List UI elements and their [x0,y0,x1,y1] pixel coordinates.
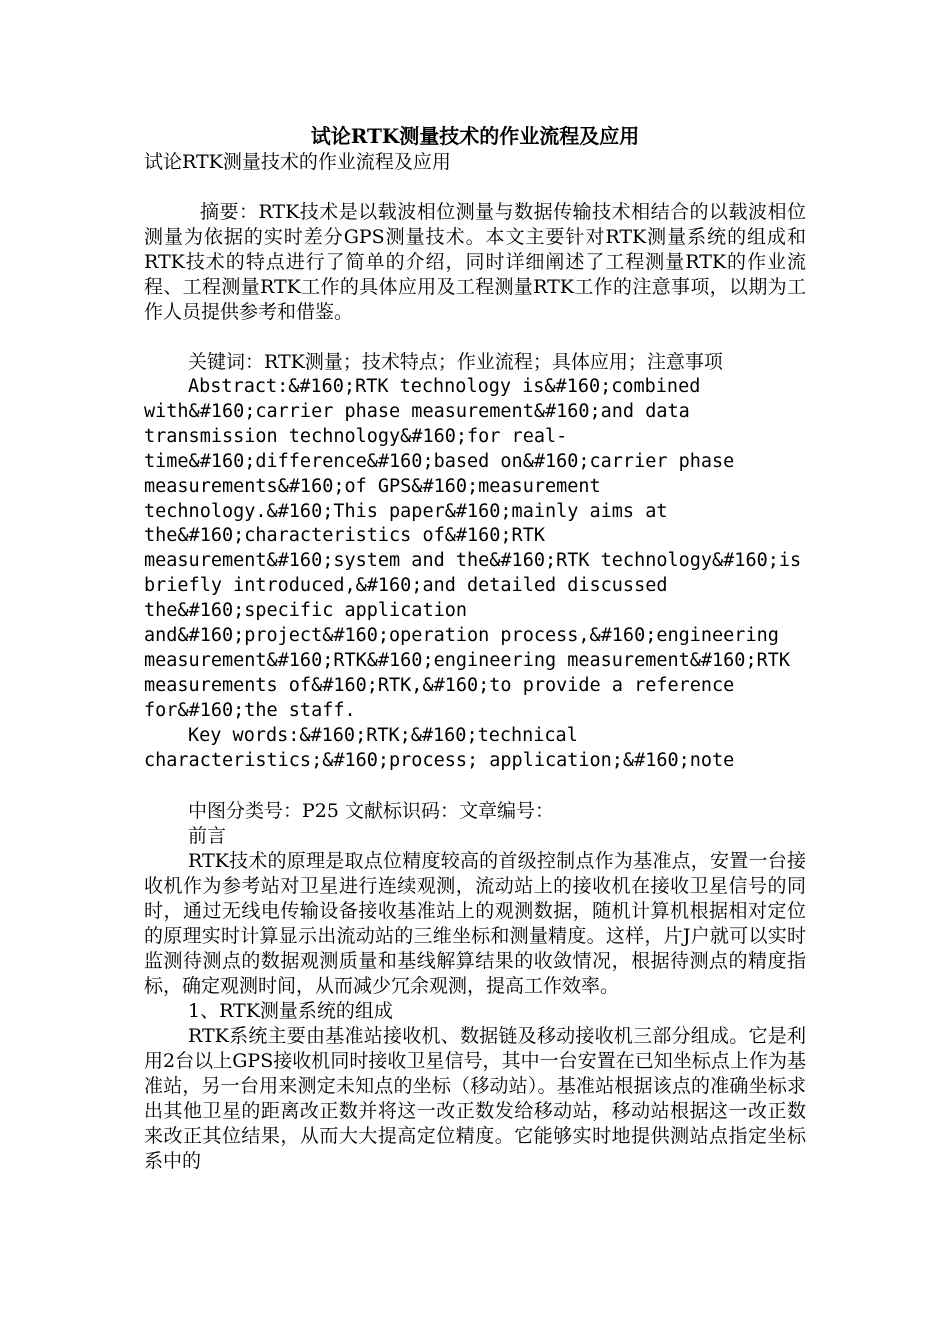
document-subtitle: 试论RTK测量技术的作业流程及应用 [144,151,451,173]
abstract-chinese: 摘要：RTK技术是以载波相位测量与数据传输技术相结合的以载波相位测量为依据的实时差分GPS测量技术。本文主要针对RTK测量系统的组成和RTK技术的特点进行了简单的介绍，同时详细阐述了工程测量RTK的作业流程、工程测量RTK工作的具体应用及工程测量RTK工作的注意事项，以期为工作人员提供参考和借鉴。 [144,201,806,323]
abstract-english-line: the&#160;specific application [144,600,468,622]
abstract-english-line: for&#160;the staff. [144,699,356,721]
abstract-english-line: measurements of&#160;RTK,&#160;to provide a reference [144,674,735,696]
document-body [144,150,806,1174]
keywords-english-line: Key words:&#160;RTK;&#160;technical [188,724,578,746]
keywords-english-line: characteristics;&#160;process; application;&#160;note [144,749,735,771]
abstract-english-line: with&#160;carrier phase measurement&#160;and data [144,400,690,422]
abstract-english-line: measurement&#160;system and the&#160;RTK technology&#160;is [144,550,802,572]
abstract-english-line: transmission technology&#160;for real- [144,425,568,447]
abstract-english-line: Abstract:&#160;RTK technology is&#160;combined [188,376,701,397]
abstract-english-line: technology.&#160;This paper&#160;mainly aims at [144,500,668,522]
preface-heading: 前言 [188,824,227,847]
preface-paragraph: RTK技术的原理是取点位精度较高的首级控制点作为基准点，安置一台接收机作为参考站对卫星进行连续观测，流动站上的接收机在接收卫星信号的同时，通过无线电传输设备接收基准站上的观测数据，随机计算机根据相对定位的原理实时计算显示出流动站的三维坐标和测量精度。这样，片J户就可以实时监测待测点的数据观测质量和基线解算结果的收敛情况，根据待测点的精度指标，确定观测时间，从而减少冗余观测，提高工作效率。 [144,849,806,997]
abstract-english-line: and&#160;project&#160;operation process,&#160;engineering [144,625,779,647]
classification-line: 中图分类号：P25 文献标识码：文章编号： [188,799,555,822]
keywords-chinese: 关键词：RTK测量；技术特点；作业流程；具体应用；注意事项 [188,351,723,373]
abstract-english-line: time&#160;difference&#160;based on&#160;carrier phase [144,450,735,472]
section-1-paragraph: RTK系统主要由基准站接收机、数据链及移动接收机三部分组成。它是利用2台以上GPS接收机同时接收卫星信号，其中一台安置在已知坐标点上作为基准站，另一台用来测定未知点的坐标（移动站）。基准站根据该点的准确坐标求出其他卫星的距离改正数并将这一改正数发给移动站，移动站根据这一改正数来改正其位结果，从而大大提高定位精度。它能够实时地提供测站点指定坐标系中的 [144,1024,806,1172]
abstract-english [144,375,806,724]
keywords-english [144,724,806,774]
abstract-english-line: briefly introduced,&#160;and detailed discussed [144,575,668,597]
document-title: 试论RTK测量技术的作业流程及应用 [310,124,640,148]
abstract-english-line: the&#160;characteristics of&#160;RTK [144,525,545,547]
abstract-english-line: measurements&#160;of GPS&#160;measurement [144,475,601,497]
section-1-heading: 1、RTK测量系统的组成 [188,999,393,1022]
abstract-english-line: measurement&#160;RTK&#160;engineering measurement&#160;RTK [144,649,791,671]
